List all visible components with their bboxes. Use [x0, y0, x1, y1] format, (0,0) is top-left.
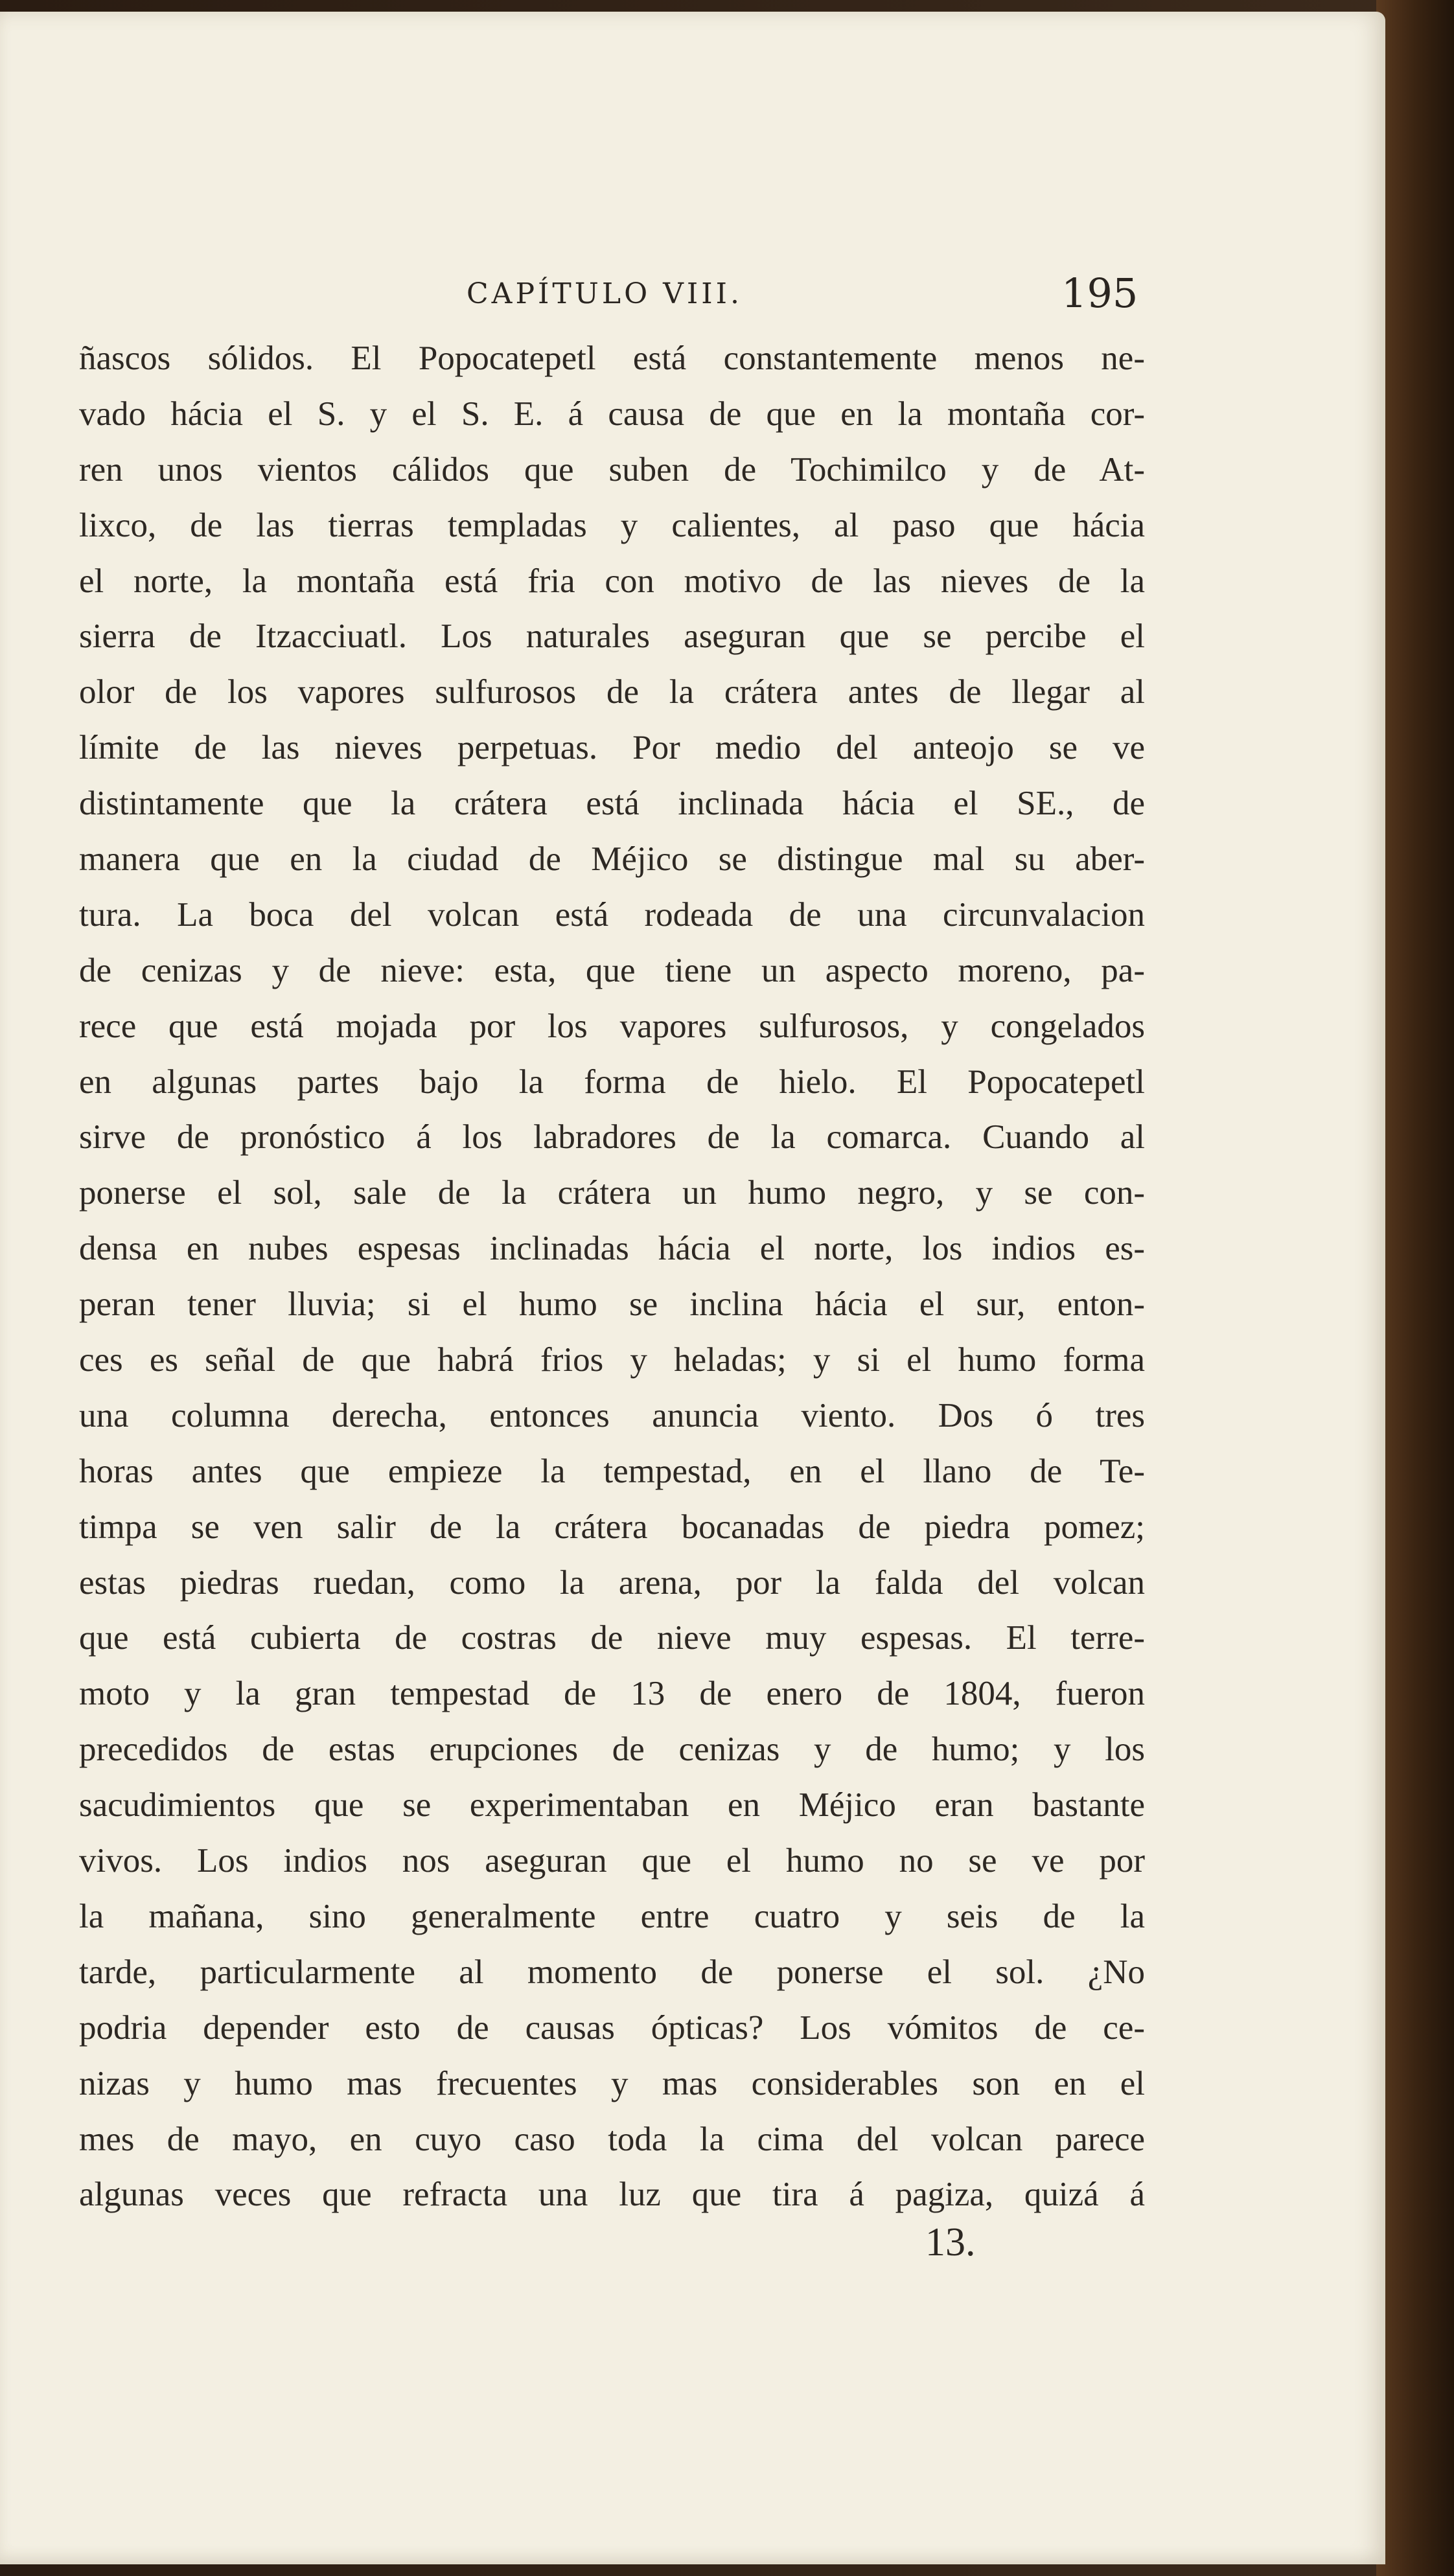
text-line: precedidos de estas erupciones de cenizas y de humo; y los [79, 1731, 1145, 1769]
text-line: ces es señal de que habrá frios y heladas; y si el humo forma [79, 1341, 1145, 1379]
text-line: límite de las nieves perpetuas. Por medio del anteojo se ve [79, 729, 1145, 767]
text-line: la mañana, sino generalmente entre cuatro y seis de la [79, 1897, 1145, 1935]
text-line: sierra de Itzacciuatl. Los naturales aseguran que se percibe el [79, 617, 1145, 656]
text-line: olor de los vapores sulfurosos de la crátera antes de llegar al [79, 673, 1145, 711]
running-header [0, 270, 1385, 328]
text-line: vivos. Los indios nos aseguran que el humo no se ve por [79, 1842, 1145, 1880]
book-page [0, 12, 1385, 2564]
text-line: en algunas partes bajo la forma de hielo. El Popocatepetl [79, 1063, 1145, 1101]
text-line: el norte, la montaña está fria con motivo de las nieves de la [79, 562, 1145, 600]
text-line: horas antes que empieze la tempestad, en el llano de Te- [79, 1452, 1145, 1490]
book-spine [1376, 0, 1454, 2576]
text-line: estas piedras ruedan, como la arena, por la falda del volcan [79, 1563, 1145, 1602]
chapter-title: CAPÍTULO VIII. [467, 277, 743, 310]
text-line: que está cubierta de costras de nieve muy espesas. El terre- [79, 1619, 1145, 1657]
body-text [79, 331, 1145, 2223]
text-line: sacudimientos que se experimentaban en Méjico eran bastante [79, 1786, 1145, 1824]
signature-mark: 13. [925, 2220, 976, 2264]
text-line: una columna derecha, entonces anuncia viento. Dos ó tres [79, 1396, 1145, 1434]
page-number: 195 [1061, 270, 1138, 317]
text-line: timpa se ven salir de la crátera bocanadas de piedra pomez; [79, 1508, 1145, 1546]
text-line: peran tener lluvia; si el humo se inclina hácia el sur, enton- [79, 1285, 1145, 1324]
text-line: manera que en la ciudad de Méjico se distingue mal su aber- [79, 840, 1145, 879]
text-line: nizas y humo mas frecuentes y mas considerables son en el [79, 2064, 1145, 2102]
text-line: mes de mayo, en cuyo caso toda la cima del volcan parece [79, 2120, 1145, 2158]
text-line: moto y la gran tempestad de 13 de enero de 1804, fueron [79, 1675, 1145, 1713]
text-line: rece que está mojada por los vapores sulfurosos, y congelados [79, 1007, 1145, 1045]
text-line: sirve de pronóstico á los labradores de la comarca. Cuando al [79, 1118, 1145, 1156]
text-line: densa en nubes espesas inclinadas hácia el norte, los indios es- [79, 1230, 1145, 1268]
text-line: ñascos sólidos. El Popocatepetl está constantemente menos ne- [79, 339, 1145, 377]
text-line: ponerse el sol, sale de la crátera un humo negro, y se con- [79, 1174, 1145, 1212]
text-line: tura. La boca del volcan está rodeada de una circunvalacion [79, 895, 1145, 934]
text-line: vado hácia el S. y el S. E. á causa de que en la montaña cor- [79, 395, 1145, 433]
text-line: ren unos vientos cálidos que suben de Tochimilco y de At- [79, 450, 1145, 489]
text-line: lixco, de las tierras templadas y calientes, al paso que hácia [79, 506, 1145, 544]
text-line: algunas veces que refracta una luz que tira á pagiza, quizá á [79, 2176, 1145, 2214]
text-line: de cenizas y de nieve: esta, que tiene un aspecto moreno, pa- [79, 951, 1145, 989]
text-line: podria depender esto de causas ópticas? Los vómitos de ce- [79, 2008, 1145, 2047]
text-line: tarde, particularmente al momento de ponerse el sol. ¿No [79, 1953, 1145, 1991]
text-line: distintamente que la crátera está inclinada hácia el SE., de [79, 785, 1145, 823]
